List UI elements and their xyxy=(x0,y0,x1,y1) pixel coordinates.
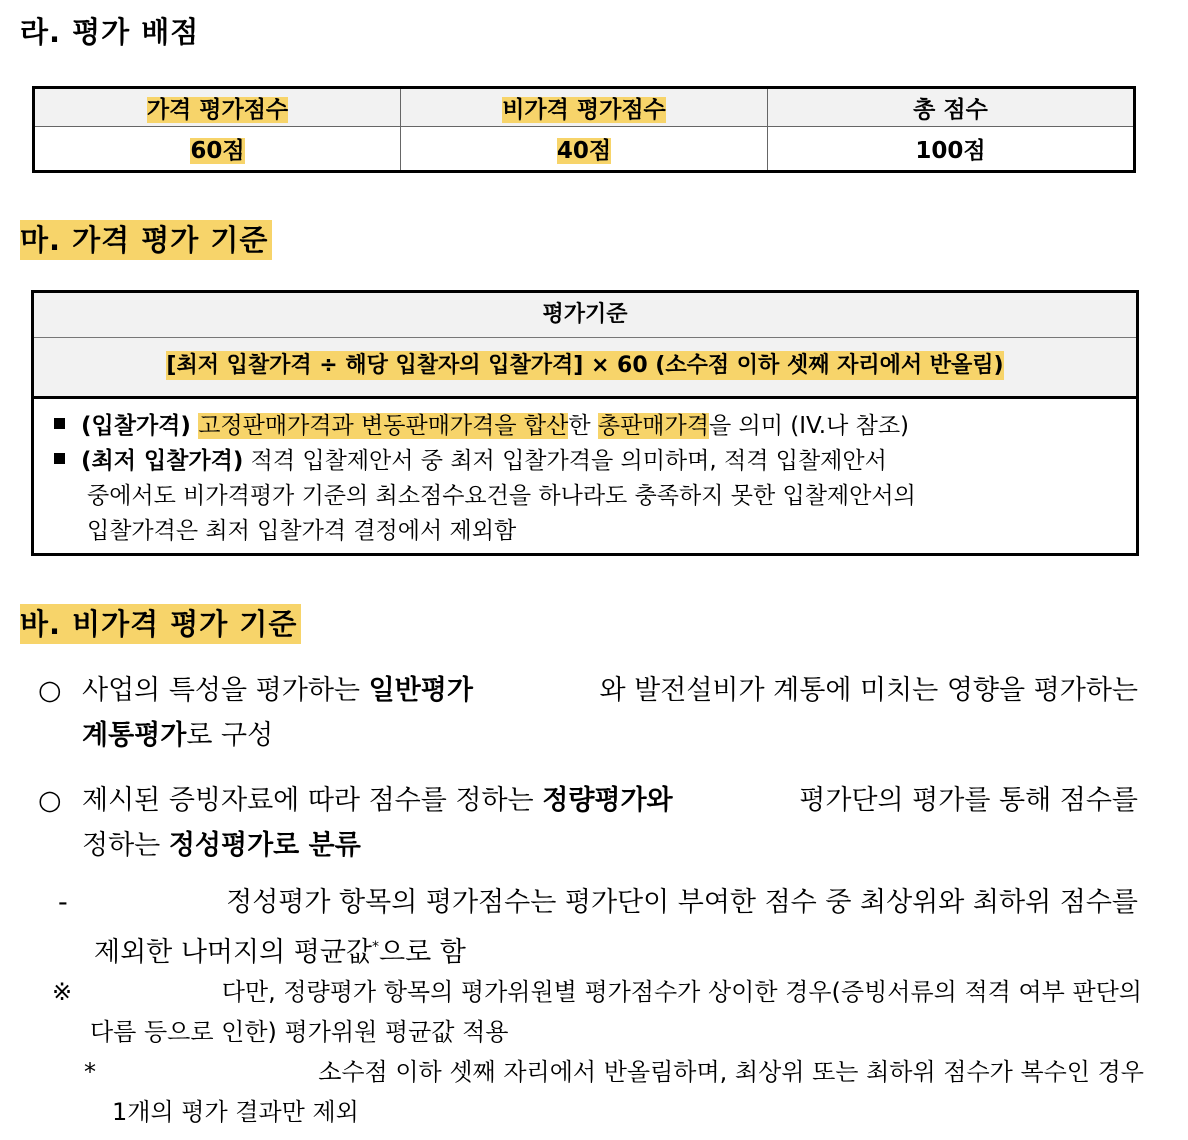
criteria-formula: [최저 입찰가격 ÷ 해당 입찰자의 입찰가격] × 60 (소수점 이하 셋째 자리에서 반올림) xyxy=(34,338,1136,399)
reference-mark-icon: ※ xyxy=(52,978,73,1006)
header-price-score: 가격 평가점수 xyxy=(34,88,401,127)
circle-bullet-icon: ○ xyxy=(38,675,62,706)
score-table xyxy=(32,86,1136,173)
value-nonprice-score: 40점 xyxy=(401,127,768,172)
asterisk-icon: * xyxy=(84,1058,96,1086)
section-title-nonprice-criteria: 바. 비가격 평가 기준 xyxy=(20,604,301,644)
square-bullet-icon xyxy=(54,453,65,464)
footnote-star: * 소수점 이하 셋째 자리에서 반올림하며, 최상위 또는 최하위 점수가 복수인 경우 1개의 평가 결과만 제외 xyxy=(84,1052,1144,1132)
note-lowest-bid-price: (최저 입찰가격) 적격 입찰제안서 중 최저 입찰가격을 의미하며, 적격 입찰제안서 xyxy=(54,444,1136,479)
value-price-score: 60점 xyxy=(34,127,401,172)
score-table-value-row xyxy=(34,127,1135,172)
score-table-header-row xyxy=(34,88,1135,127)
criteria-header: 평가기준 xyxy=(34,293,1136,338)
bullet-classification: ○ 제시된 증빙자료에 따라 점수를 정하는 정량평가와 평가단의 평가를 통해 점수를 정하는 정성평가로 분류 xyxy=(38,778,1138,868)
bullet-composition: ○ 사업의 특성을 평가하는 일반평가 와 발전설비가 계통에 미치는 영향을 평가하는 계통평가로 구성 xyxy=(38,668,1138,758)
price-criteria-box xyxy=(31,290,1139,556)
reference-note: ※ 다만, 정량평가 항목의 평가위원별 평가점수가 상이한 경우(증빙서류의 적격 여부 판단의 다름 등으로 인한) 평가위원 평균값 적용 xyxy=(52,972,1142,1052)
section-title-score-allocation: 라. 평가 배점 xyxy=(20,15,200,49)
square-bullet-icon xyxy=(54,418,65,429)
criteria-notes xyxy=(34,399,1136,549)
note-lowest-bid-price-cont-1: 중에서도 비가격평가 기준의 최소점수요건을 하나라도 충족하지 못한 입찰제안서의 xyxy=(87,483,916,509)
header-total-score: 총 점수 xyxy=(768,88,1135,127)
note-lowest-bid-price-cont-2: 입찰가격은 최저 입찰가격 결정에서 제외함 xyxy=(87,518,517,544)
dash-item-qualitative-score: - 정성평가 항목의 평가점수는 평가단이 부여한 점수 중 최상위와 최하위 점수를 제외한 나머지의 평균값*으로 함 xyxy=(58,887,1138,968)
value-total-score: 100점 xyxy=(768,127,1135,172)
section-title-price-criteria: 마. 가격 평가 기준 xyxy=(20,220,272,260)
header-nonprice-score: 비가격 평가점수 xyxy=(401,88,768,127)
circle-bullet-icon: ○ xyxy=(38,785,62,816)
note-bid-price: (입찰가격) 고정판매가격과 변동판매가격을 합산한 총판매가격을 의미 (IV.나 참조) xyxy=(54,409,1136,444)
